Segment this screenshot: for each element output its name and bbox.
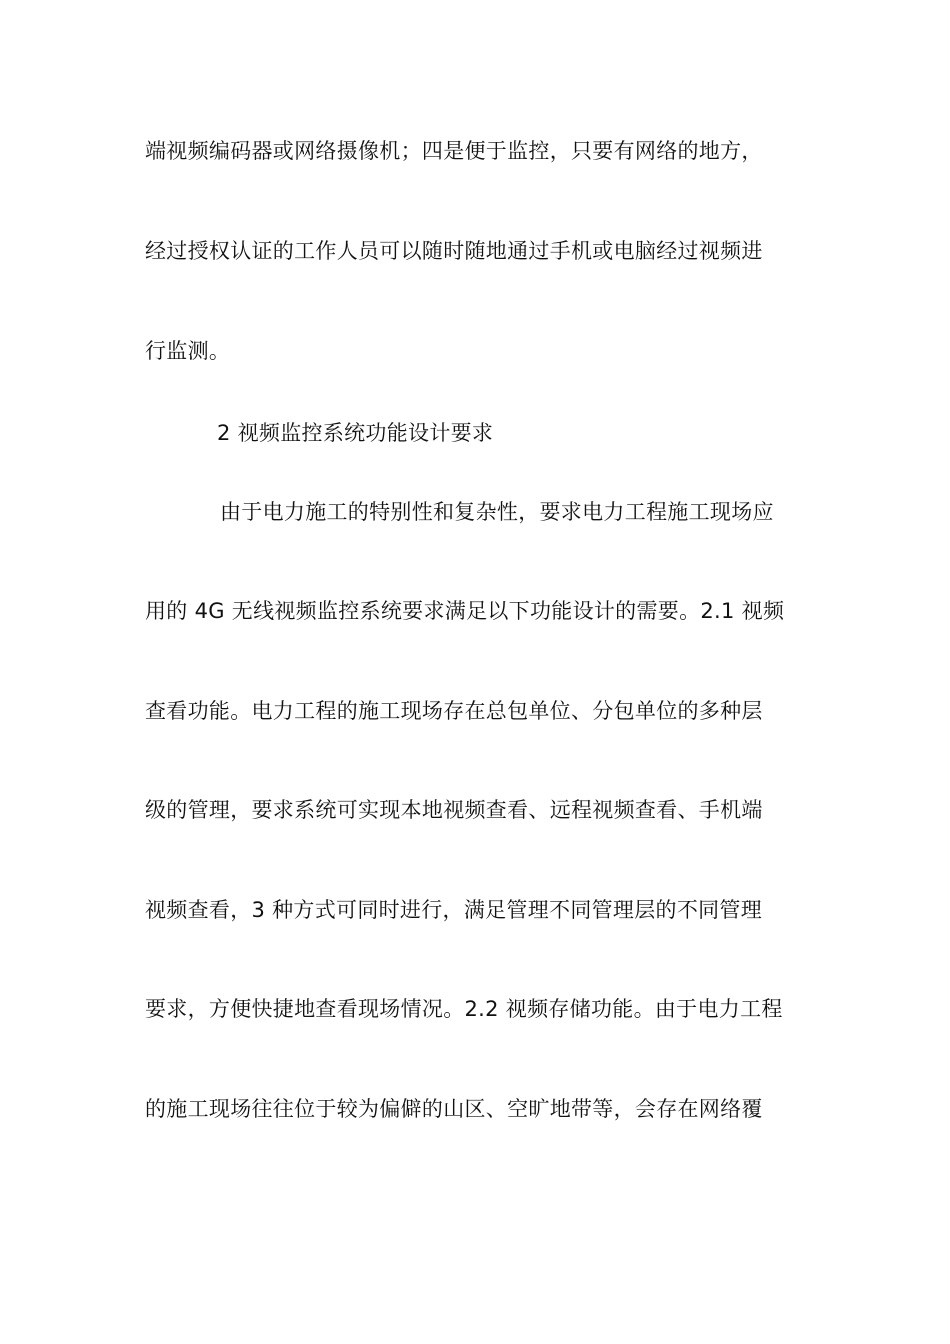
body-text-line: 查看功能。电力工程的施工现场存在总包单位、分包单位的多种层 xyxy=(145,699,763,723)
body-text-line: 端视频编码器或网络摄像机；四是便于监控，只要有网络的地方， xyxy=(145,139,763,163)
body-text-line: 级的管理，要求系统可实现本地视频查看、远程视频查看、手机端 xyxy=(145,798,763,822)
body-text-line: 视频查看，3 种方式可同时进行，满足管理不同管理层的不同管理 xyxy=(145,898,763,922)
body-text-line: 要求，方便快捷地查看现场情况。2.2 视频存储功能。由于电力工程 xyxy=(145,997,783,1021)
paragraph-first-line: 由于电力施工的特别性和复杂性，要求电力工程施工现场应 xyxy=(220,500,774,524)
body-text-line: 行监测。 xyxy=(145,339,231,363)
body-text-line: 经过授权认证的工作人员可以随时随地通过手机或电脑经过视频进 xyxy=(145,239,763,263)
body-text-line: 用的 4G 无线视频监控系统要求满足以下功能设计的需要。2.1 视频 xyxy=(145,599,785,623)
section-heading: 2 视频监控系统功能设计要求 xyxy=(217,421,494,445)
body-text-line: 的施工现场往往位于较为偏僻的山区、空旷地带等，会存在网络覆 xyxy=(145,1097,763,1121)
